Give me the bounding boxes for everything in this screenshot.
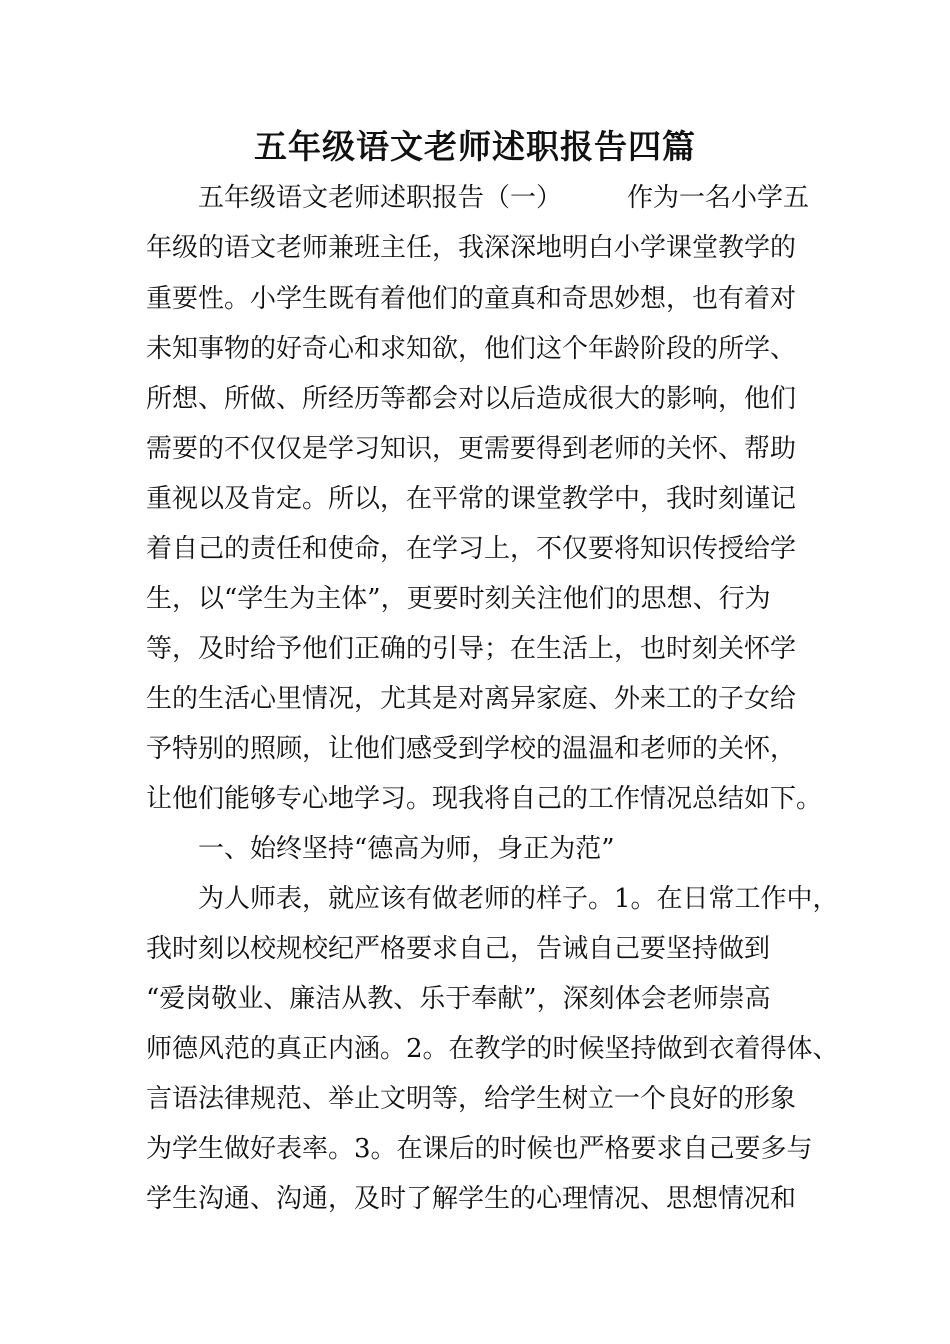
text-line: 重要性。小学生既有着他们的童真和奇思妙想，也有着对 (146, 284, 797, 314)
text-line: 为学生做好表率。3。在课后的时候也严格要求自己要多与 (146, 1134, 813, 1164)
text-line: 学生沟通、沟通，及时了解学生的心理情况、思想情况和 (146, 1184, 797, 1214)
text-line: 让他们能够专心地学习。现我将自己的工作情况总结如下。 (146, 784, 823, 814)
text-line: 年级的语文老师兼班主任，我深深地明白小学课堂教学的 (146, 233, 797, 263)
text-line: 师德风范的真正内涵。2。在教学的时候坚持做到衣着得体、 (146, 1034, 839, 1064)
text-line: 我时刻以校规校纪严格要求自己，告诫自己要坚持做到 (146, 934, 771, 964)
text-line: “爱岗敬业、廉洁从教、乐于奉献”，深刻体会老师崇高 (146, 984, 771, 1014)
text-line: 五年级语文老师述职报告（一） 作为一名小学五 (146, 183, 810, 213)
text-line: 予特别的照顾，让他们感受到学校的温温和老师的关怀， (146, 734, 797, 764)
text-line: 需要的不仅仅是学习知识，更需要得到老师的关怀、帮助 (146, 434, 797, 464)
text-line: 所想、所做、所经历等都会对以后造成很大的影响，他们 (146, 384, 797, 414)
section-heading: 一、始终坚持“德高为师，身正为范” (146, 834, 615, 864)
text-line: 生的生活心里情况，尤其是对离异家庭、外来工的子女给 (146, 684, 797, 714)
text-line: 未知事物的好奇心和求知欲，他们这个年龄阶段的所学、 (146, 334, 797, 364)
text-line: 等，及时给予他们正确的引导；在生活上，也时刻关怀学 (146, 634, 797, 664)
text-line: 生，以“学生为主体”，更要时刻关注他们的思想、行为 (146, 584, 771, 614)
text-line: 着自己的责任和使命，在学习上，不仅要将知识传授给学 (146, 534, 797, 564)
document-title: 五年级语文老师述职报告四篇 (254, 127, 696, 166)
text-line: 重视以及肯定。所以，在平常的课堂教学中，我时刻谨记 (146, 484, 797, 514)
text-line: 为人师表，就应该有做老师的样子。1。在日常工作中， (146, 884, 839, 914)
text-line: 言语法律规范、举止文明等，给学生树立一个良好的形象 (146, 1084, 797, 1114)
